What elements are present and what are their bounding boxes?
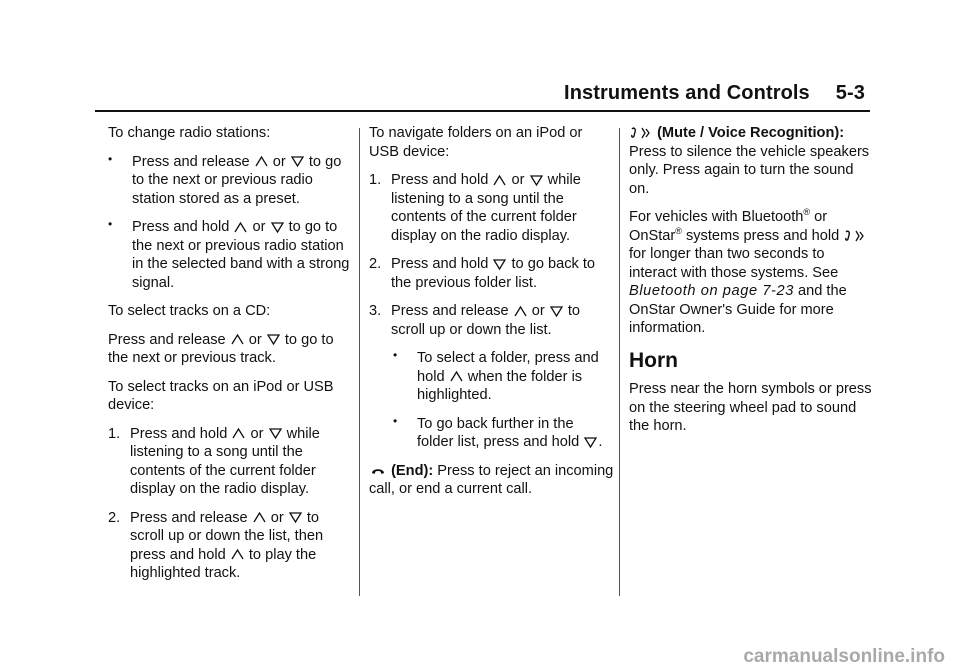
seek-up-icon <box>232 427 245 440</box>
folder-step-2: 2. Press and hold to go back to the previous folder list. <box>369 256 596 291</box>
mute-voice-icon <box>844 229 866 243</box>
bluetooth-text: For vehicles with Bluetooth® or OnStar® systems press and hold for longer than two seconds to interact with those systems. See Bluetooth on page 7-23 and the OnStar Owner's Guide for more information. <box>629 208 874 338</box>
seek-up-icon <box>231 548 244 561</box>
section-title: Instruments and Controls <box>564 82 810 104</box>
end-call-text: (End): Press to reject an incoming call, or end a current call. <box>369 462 614 497</box>
radio-preset-bullet: • Press and release or to go to the next or previous radio station stored as a preset. <box>108 151 342 207</box>
radio-seek-bullet: • Press and hold or to go to the next or previous radio station in the selected band with a strong signal. <box>108 217 350 291</box>
column-2 <box>369 124 614 509</box>
go-back-bullet: • To go back further in the folder list, press and hold . <box>393 413 603 450</box>
seek-down-icon <box>271 221 284 234</box>
column-3 <box>629 124 874 446</box>
seek-up-icon <box>253 511 266 524</box>
watermark: carmanualsonline.info <box>743 646 945 667</box>
folder-step-3: 3. Press and release or to scroll up or down the list. <box>369 303 581 338</box>
column-1 <box>108 124 353 593</box>
select-folder-bullet: • To select a folder, press and hold when the folder is highlighted. <box>393 348 599 403</box>
seek-down-icon <box>289 511 302 524</box>
seek-down-icon <box>550 305 563 318</box>
end-call-icon <box>370 465 386 477</box>
seek-up-icon <box>234 221 247 234</box>
seek-down-icon <box>269 427 282 440</box>
header-rule <box>95 110 870 112</box>
mute-text: (Mute / Voice Recognition): Press to silence the vehicle speakers only. Press again to turn the sound on. <box>629 125 870 197</box>
seek-up-icon <box>255 155 268 168</box>
seek-up-icon <box>450 370 463 383</box>
page-header <box>564 82 865 105</box>
page-number: 5-3 <box>835 82 865 104</box>
seek-up-icon <box>514 305 527 318</box>
radio-intro: To change radio stations: <box>108 125 271 141</box>
ipod-step-1: 1. Press and hold or while listening to a song until the contents of the current folder display on the radio display. <box>108 425 320 497</box>
column-divider-2 <box>619 128 620 596</box>
folders-intro: To navigate folders on an iPod or USB device: <box>369 125 583 160</box>
cd-text: Press and release or to go to the next or previous track. <box>108 331 334 366</box>
ipod-step-2: 2. Press and release or to scroll up or down the list, then press and hold to play the highlighted track. <box>108 509 324 581</box>
seek-down-icon <box>530 174 543 187</box>
seek-down-icon <box>584 436 597 449</box>
seek-up-icon <box>231 333 244 346</box>
seek-down-icon <box>493 258 506 271</box>
cd-heading: To select tracks on a CD: <box>108 303 271 319</box>
bluetooth-page-link[interactable]: Bluetooth on page 7-23 <box>629 283 794 299</box>
seek-down-icon <box>291 155 304 168</box>
horn-text: Press near the horn symbols or press on the steering wheel pad to sound the horn. <box>629 381 872 434</box>
folder-step-1: 1. Press and hold or while listening to a song until the contents of the current folder display on the radio display. <box>369 172 581 244</box>
mute-voice-icon <box>630 126 652 140</box>
horn-heading: Horn <box>629 348 678 372</box>
column-divider-1 <box>359 128 360 596</box>
seek-down-icon <box>267 333 280 346</box>
seek-up-icon <box>493 174 506 187</box>
ipod-heading: To select tracks on an iPod or USB device: <box>108 378 334 413</box>
